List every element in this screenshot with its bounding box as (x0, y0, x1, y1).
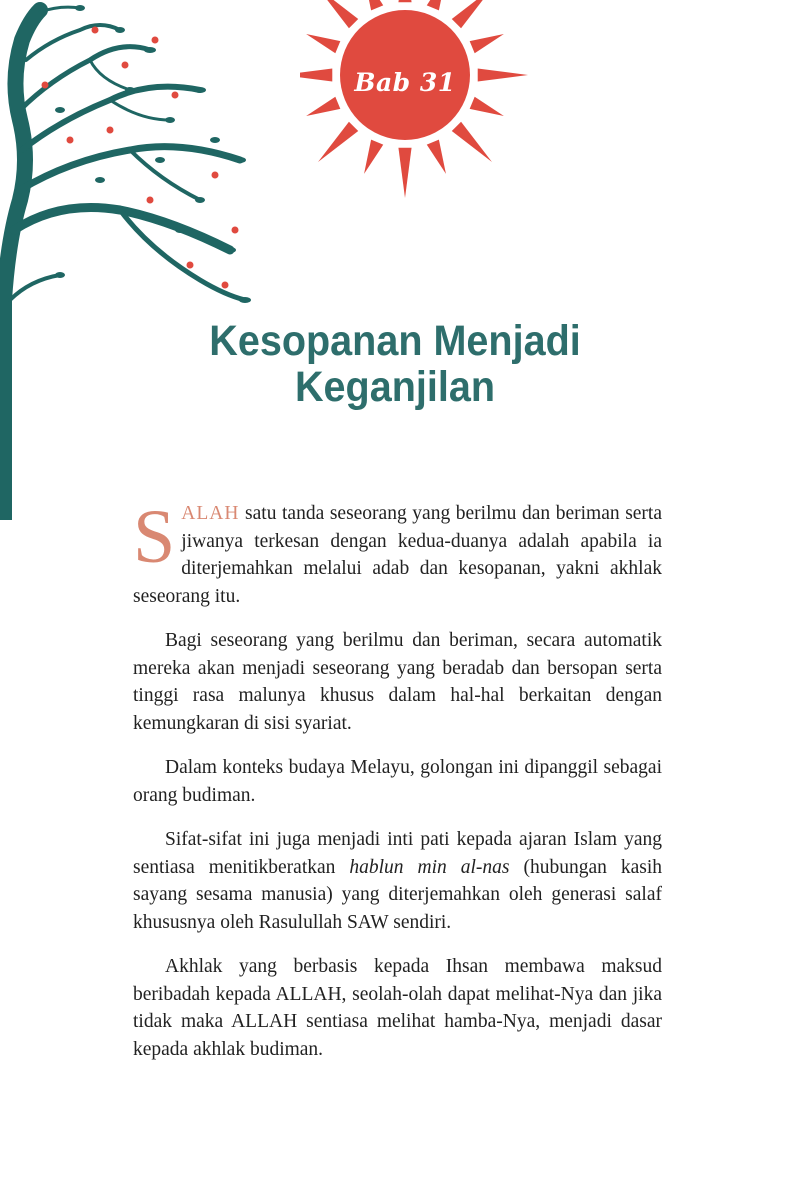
paragraph-1-text: satu tanda seseorang yang berilmu dan beriman serta jiwanya terkesan dengan kedua-duanya adalah apabila ia diterjemahkan melalui adab dan kesopanan, yakni akhlak seseorang itu. (133, 503, 662, 607)
sun-ray (427, 0, 446, 10)
paragraph-1 (133, 495, 662, 610)
sun-ray (470, 97, 504, 116)
sun-ray (427, 140, 446, 174)
sun-ray (364, 0, 383, 10)
paragraph-4-before: Sifat-sifat ini juga menjadi inti pati kepada ajaran Islam yang sentiasa menitikberatkan (133, 829, 662, 878)
sun-ray (306, 34, 340, 53)
chapter-label: Bab 31 (354, 68, 456, 97)
sun-ray (398, 148, 411, 198)
sun-ray (398, 0, 411, 2)
title-line-1: Kesopanan Menjadi (209, 317, 581, 365)
paragraph-4-after: (hubungan kasih sayang sesama manusia) yang diterjemahkan oleh generasi salaf khususnya oleh Rasulullah SAW sendiri. (133, 856, 663, 933)
paragraph-2: Bagi seseorang yang berilmu dan beriman, secara automatik mereka akan menjadi seseorang yang beradab dan bersopan serta tinggi rasa malunya khusus dalam hal-hal berkaitan dengan kemungkaran di sisi syariat. (133, 630, 662, 734)
sun-ray (306, 97, 340, 116)
paragraph-5: Akhlak yang berbasis kepada Ihsan membawa maksud beribadah kepada ALLAH, seolah-olah dapat melihat-Nya dan jika tidak maka ALLAH sentiasa melihat hamba-Nya, menjadi dasar kepada akhlak budiman. (133, 956, 662, 1060)
sun-ray (300, 68, 332, 81)
sun-ray (364, 140, 383, 174)
sun-ray (452, 0, 492, 28)
sun-ray (478, 68, 528, 81)
paragraph-4-italic: hablun min al-nas (349, 856, 510, 878)
sun-illustration (300, 0, 530, 220)
page-title (179, 318, 611, 410)
sun-ray (318, 0, 358, 28)
paragraph-4 (133, 826, 662, 936)
sun-ray (318, 122, 358, 162)
sun-ray (452, 122, 492, 162)
lead-word: ALAH (181, 503, 240, 524)
tree-illustration (0, 0, 260, 520)
body-text (133, 495, 663, 1080)
title-line-2: Keganjilan (294, 363, 496, 411)
paragraph-3: Dalam konteks budaya Melayu, golongan ini dipanggil sebagai orang budiman. (133, 757, 662, 806)
sun-ray (470, 34, 504, 53)
drop-cap: S (133, 495, 176, 579)
